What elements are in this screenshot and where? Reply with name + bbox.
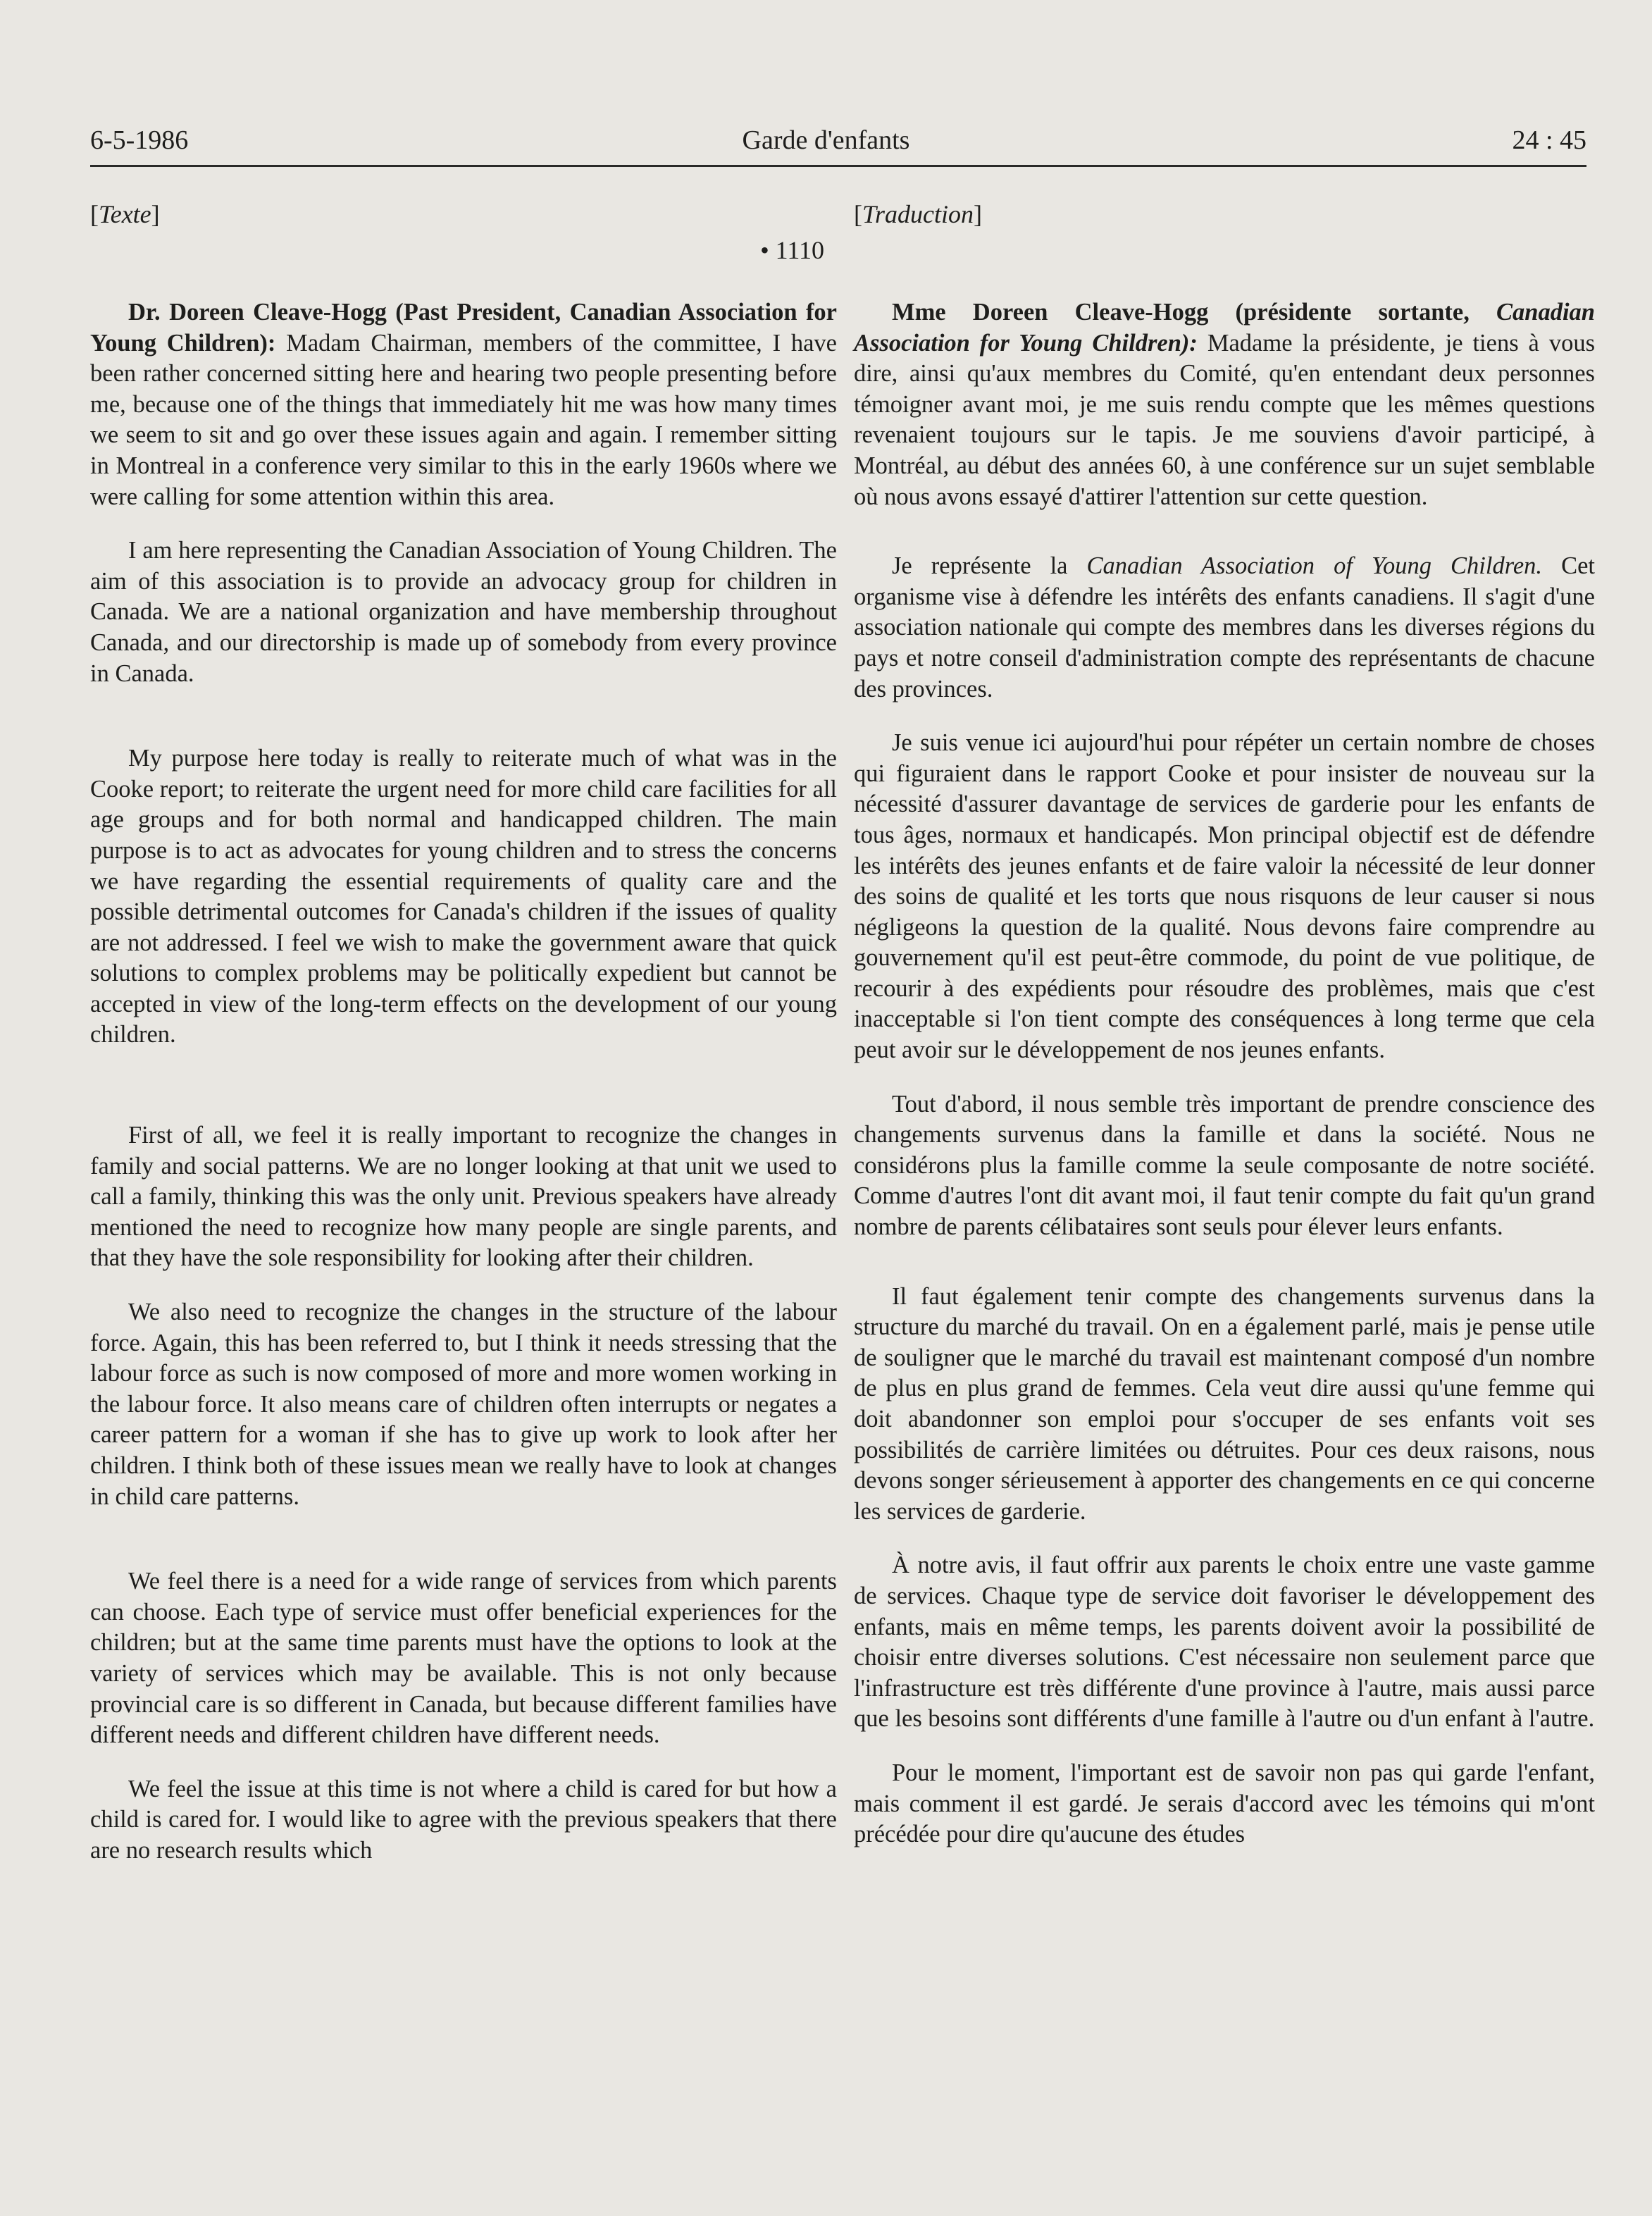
english-column bbox=[90, 197, 837, 1890]
paragraph-4: Tout d'abord, il nous semble très important de prendre conscience des changements survenus dans la famille et dans la société. Nous ne considérons plus la famille comme la seule composante de notre société. Comme d'autres l'ont dit avant moi, il faut tenir compte du fait qu'un grand nombre de parents célibataires sont seuls pour élever leurs enfants. bbox=[854, 1090, 1595, 1241]
paragraph-5: Il faut également tenir compte des changements survenus dans la structure du marché du travail. On en a également parlé, mais je pense utile de souligner que le marché du travail est maintenant composé d'un nombre de plus en plus grand de femmes. Cela veut dire aussi qu'une femme qui doit abandonner son emploi pour s'occuper de ses enfants voit ses possibilités de carrière limitées ou détruites. Pour ces deux raisons, nous devons songer sérieusement à apporter des changements en ce qui concerne les services de garderie. bbox=[854, 1282, 1595, 1525]
association-name: Canadian Association of Young Children. bbox=[1086, 552, 1543, 580]
time-marker: • 1110 bbox=[760, 236, 824, 264]
paragraph-3: My purpose here today is really to reiterate much of what was in the Cooke report; to reiterate the urgent need for more child care facilities for all age groups and for both normal and handicapped children. The main purpose is to act as advocates for young children and to stress the concerns we have regarding the essential requirements of quality care and the possible detrimental outcomes for Canada's children if the issues of quality are not addressed. I feel we wish to make the government aware that quick solutions to complex problems may be politically expedient but cannot be accepted in view of the long-term effects on the development of our young children. bbox=[90, 745, 837, 1048]
speaker-organization: Canadian Association for Young Children): bbox=[854, 299, 1595, 357]
spacer bbox=[90, 712, 837, 743]
spacer bbox=[90, 1535, 837, 1566]
spacer bbox=[854, 1266, 1595, 1282]
header-rule bbox=[90, 165, 1586, 167]
spacer bbox=[90, 1074, 837, 1120]
paragraph-6: We feel there is a need for a wide range of services from which parents can choose. Each type of service must offer beneficial experiences for the children; but at the same time parents must have the options to look at the variety of services which may be available. This is not only because provincial care is so different in Canada, but because different families have different needs and different children have different needs. bbox=[90, 1568, 837, 1749]
paragraph-2-text-a: Je représente la bbox=[892, 552, 1087, 580]
paragraph-4: First of all, we feel it is really important to recognize the changes in family and social patterns. We are no longer looking at that unit we used to call a family, thinking this was the only unit. Previous speakers have already mentioned the need to recognize how many people are single parents, and that they have the sole responsibility for looking after their children. bbox=[90, 1122, 837, 1272]
tag-bracket-open: [ bbox=[90, 200, 99, 228]
header-title: Garde d'enfants bbox=[742, 125, 910, 155]
paragraph-1 bbox=[90, 297, 837, 512]
paragraph-1-text: Madam Chairman, members of the committee, I have been rather concerned sitting here and hearing two people presenting before me, because one of the things that immediately hit me was how many times we seem to sit and go over these issues again and again. I remember sitting in Montreal in a conference very similar to this in the early 1960s where we were calling for some attention within this area. bbox=[90, 329, 837, 510]
paragraph-2: I am here representing the Canadian Association of Young Children. The aim of this association is to provide an advocacy group for children in Canada. We are a national organization and have membership throughout Canada, and our directorship is made up of somebody from every province in Canada. bbox=[90, 537, 837, 687]
tag-word: Texte bbox=[99, 200, 151, 228]
french-column bbox=[854, 197, 1595, 1874]
header-date: 6-5-1986 bbox=[90, 125, 189, 155]
section-tag-texte bbox=[90, 197, 837, 231]
tag-word: Traduction bbox=[862, 200, 974, 228]
paragraph-1 bbox=[854, 297, 1595, 512]
spacer bbox=[854, 536, 1595, 551]
paragraph-1-text: Madame la présidente, je tiens à vous dire, ainsi qu'aux membres du Comité, qu'en entendant deux personnes témoigner avant moi, je me suis rendu compte que les mêmes questions revenaient toujours sur le tapis. Je me souviens d'avoir participé, à Montréal, au début des années 60, à une conférence sur un sujet semblable où nous avons essayé d'attirer l'attention sur cette question. bbox=[854, 329, 1595, 510]
paragraph-5: We also need to recognize the changes in the structure of the labour force. Again, this has been referred to, but I think it needs stressing that the labour force as such is now composed of more and more women working in the labour force. It also means care of children often interrupts or negates a career pattern for a woman if she has to give up work to look after her children. I think both of these issues mean we really have to look at changes in child care patterns. bbox=[90, 1299, 837, 1510]
tag-bracket-close: ] bbox=[151, 200, 160, 228]
time-spacer bbox=[854, 234, 1595, 266]
section-tag-traduction bbox=[854, 197, 1595, 231]
header-page-ref: 24 : 45 bbox=[1512, 125, 1586, 155]
paragraph-6: À notre avis, il faut offrir aux parents le choix entre une vaste gamme de services. Chaque type de service doit favoriser le développement des enfants, mais en même temps, les parents doivent avoir la possibilité de choisir entre diverses solutions. C'est nécessaire non seulement parce que l'infrastructure est très différente d'une province à l'autre, mais aussi parce que les besoins sont différents d'une famille à l'autre ou d'un enfant à l'autre. bbox=[854, 1552, 1595, 1733]
paragraph-3: Je suis venue ici aujourd'hui pour répéter un certain nombre de choses qui figuraient dans le rapport Cooke et pour insister de nouveau sur la nécessité d'assurer davantage de services de garderie pour les enfants de tous âges, normaux et handicapés. Mon principal objectif est de défendre les intérêts des jeunes enfants et de faire valoir la nécessité de leur donner des soins de qualité et les torts que nous risquons de leur causer si nous négligeons la question de la qualité. Nous devons faire comprendre au gouvernement qu'il est peut-être commode, du point de vue politique, de recourir à des expédients pour résoudre des problèmes, mais que c'est inacceptable si l'on tient compte des conséquences à long terme que cela peut avoir sur le développement de nos jeunes enfants. bbox=[854, 729, 1595, 1064]
paragraph-2 bbox=[854, 551, 1595, 705]
tag-bracket-open: [ bbox=[854, 200, 862, 228]
speaker-name: Mme Doreen Cleave-Hogg (présidente sortante, bbox=[892, 299, 1497, 326]
paragraph-2-text-b: Cet organisme vise à défendre les intérêts des enfants canadiens. Il s'agit d'une association nationale qui compte des membres dans les diverses régions du pays et notre conseil d'administration compte des représentants de chacune des provinces. bbox=[854, 552, 1595, 702]
paragraph-7: We feel the issue at this time is not where a child is cared for but how a child is cared for. I would like to agree with the previous speakers that there are no research results which bbox=[90, 1775, 837, 1864]
tag-bracket-close: ] bbox=[974, 200, 983, 228]
speaker-name: Dr. Doreen Cleave-Hogg (Past President, Canadian Association for Young Children): bbox=[90, 299, 837, 357]
paragraph-7: Pour le moment, l'important est de savoir non pas qui garde l'enfant, mais comment il est gardé. Je serais d'accord avec les témoins qui m'ont précédée pour dire qu'aucune des études bbox=[854, 1759, 1595, 1848]
